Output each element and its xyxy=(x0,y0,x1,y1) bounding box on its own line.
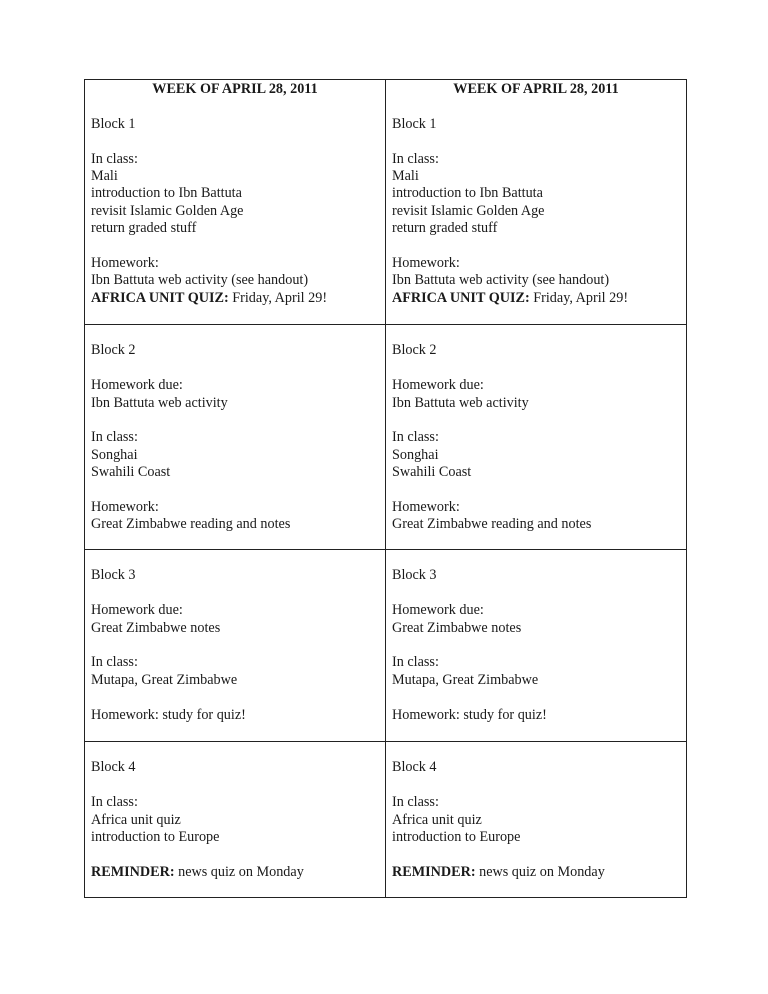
list-item: Mutapa, Great Zimbabwe xyxy=(91,671,238,688)
homework-label: Homework: xyxy=(392,499,460,515)
homework-due-item: Great Zimbabwe notes xyxy=(91,619,221,636)
reminder-value: news quiz on Monday xyxy=(174,863,304,880)
in-class-label: In class: xyxy=(392,654,439,671)
block-3-cell-right xyxy=(386,550,687,742)
homework-due-label: Homework due: xyxy=(392,602,484,619)
block-title: Block 3 xyxy=(91,567,136,584)
list-item: Africa unit quiz xyxy=(392,811,482,828)
in-class-label: In class: xyxy=(91,429,138,446)
block-title: Block 4 xyxy=(392,759,437,776)
week-heading: WEEK OF APRIL 28, 2011 xyxy=(453,81,619,97)
list-item: Mutapa, Great Zimbabwe xyxy=(392,671,539,688)
schedule-table xyxy=(84,79,687,898)
list-item: revisit Islamic Golden Age xyxy=(392,202,545,219)
list-item: Songhai xyxy=(392,446,439,463)
block-title: Block 2 xyxy=(91,342,136,359)
homework-label: Homework: xyxy=(91,255,159,272)
list-item: return graded stuff xyxy=(392,220,498,237)
list-item: introduction to Europe xyxy=(392,829,521,845)
quiz-value: Friday, April 29! xyxy=(228,289,328,306)
reminder-line xyxy=(392,864,680,881)
block-title: Block 3 xyxy=(392,567,437,584)
list-item: introduction to Ibn Battuta xyxy=(91,185,242,202)
homework-item: Ibn Battuta web activity (see handout) xyxy=(392,272,610,289)
list-item: Mali xyxy=(392,168,419,184)
block-title: Block 1 xyxy=(392,115,437,132)
homework-due-label: Homework due: xyxy=(91,377,183,394)
reminder-value: news quiz on Monday xyxy=(475,863,605,880)
block-title: Block 2 xyxy=(392,342,437,359)
in-class-label: In class: xyxy=(91,794,138,811)
in-class-label: In class: xyxy=(392,150,439,167)
homework-due-item: Ibn Battuta web activity xyxy=(91,394,228,411)
homework-item: Great Zimbabwe reading and notes xyxy=(392,516,592,533)
table-row-block-1 xyxy=(85,80,687,325)
homework-label: Homework: xyxy=(91,499,159,515)
homework-item: Great Zimbabwe reading and notes xyxy=(91,516,291,533)
quiz-value: Friday, April 29! xyxy=(529,289,629,306)
quiz-label: AFRICA UNIT QUIZ: xyxy=(392,289,530,306)
in-class-label: In class: xyxy=(91,150,138,167)
block-2-cell-right xyxy=(386,325,687,550)
homework-label: Homework: xyxy=(392,255,460,272)
block-1-cell-right xyxy=(386,80,687,325)
reminder-label: REMINDER: xyxy=(91,863,175,880)
reminder-label: REMINDER: xyxy=(392,863,476,880)
block-3-cell-left xyxy=(85,550,386,742)
block-4-cell-left xyxy=(85,742,386,898)
quiz-line xyxy=(91,290,379,307)
in-class-label: In class: xyxy=(91,654,138,671)
list-item: return graded stuff xyxy=(91,220,197,237)
homework-due-item: Great Zimbabwe notes xyxy=(392,619,522,636)
week-heading: WEEK OF APRIL 28, 2011 xyxy=(152,81,318,97)
list-item: introduction to Europe xyxy=(91,829,220,845)
homework-due-label: Homework due: xyxy=(91,602,183,619)
homework-item: Ibn Battuta web activity (see handout) xyxy=(91,272,309,289)
block-1-cell-left xyxy=(85,80,386,325)
homework-due-item: Ibn Battuta web activity xyxy=(392,394,529,411)
table-row-block-4 xyxy=(85,742,687,898)
list-item: Songhai xyxy=(91,446,138,463)
list-item: Mali xyxy=(91,168,118,184)
block-2-cell-left xyxy=(85,325,386,550)
list-item: Swahili Coast xyxy=(392,464,472,481)
block-4-cell-right xyxy=(386,742,687,898)
quiz-line xyxy=(392,290,680,307)
in-class-label: In class: xyxy=(392,429,439,446)
reminder-line xyxy=(91,864,379,881)
table-row-block-2 xyxy=(85,325,687,550)
homework-line: Homework: study for quiz! xyxy=(91,706,246,723)
homework-due-label: Homework due: xyxy=(392,377,484,394)
list-item: revisit Islamic Golden Age xyxy=(91,202,244,219)
quiz-label: AFRICA UNIT QUIZ: xyxy=(91,289,229,306)
block-title: Block 1 xyxy=(91,115,136,132)
in-class-label: In class: xyxy=(392,794,439,811)
list-item: Africa unit quiz xyxy=(91,811,181,828)
table-row-block-3 xyxy=(85,550,687,742)
list-item: introduction to Ibn Battuta xyxy=(392,185,543,202)
homework-line: Homework: study for quiz! xyxy=(392,706,547,723)
list-item: Swahili Coast xyxy=(91,464,171,481)
block-title: Block 4 xyxy=(91,759,136,776)
